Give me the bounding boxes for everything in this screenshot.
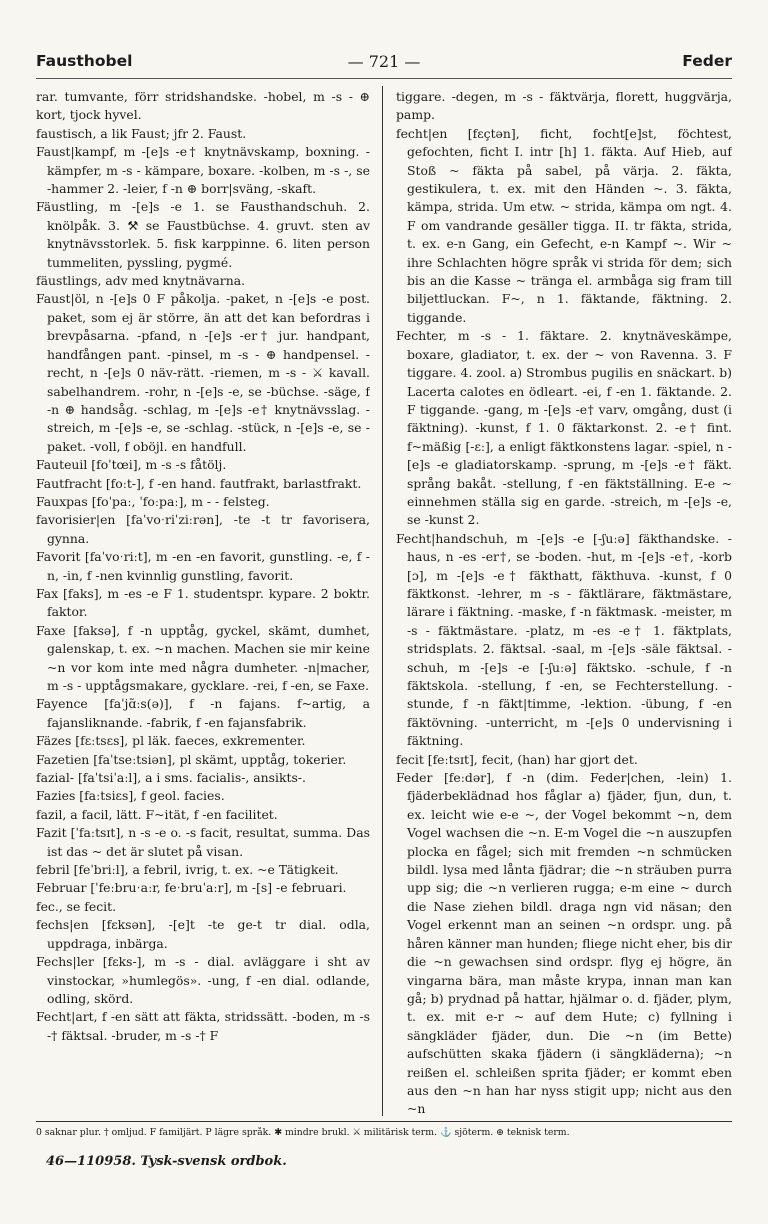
- dictionary-entry: Fechs|ler [fɛks-], m -s - dial. avläggare i sht av vinstockar, »humlegös». -ung, f -en dial. odlande, odling, skörd.: [36, 954, 370, 1006]
- dictionary-entry: fazial- [faˈtsiˈaːl], a i sms. facialis-, ansikts-.: [36, 770, 306, 786]
- page-number: — 721 —: [347, 52, 421, 71]
- dictionary-entry: rar. tumvante, förr stridshandske. -hobel, m -s - ⊕ kort, tjock hyvel.: [36, 89, 370, 123]
- dictionary-entry: faustisch, a lik Faust; jfr 2. Faust.: [36, 125, 247, 141]
- dictionary-entry: Fazies [faːtsiɛs], f geol. facies.: [36, 788, 225, 804]
- dictionary-entry: Fecht|art, f -en sätt att fäkta, stridssätt. -boden, m -s -† fäktsal. -bruder, m -s -† F: [36, 1009, 370, 1043]
- right-column: [396, 88, 732, 1116]
- left-column: [36, 88, 370, 1116]
- dictionary-entry: tiggare. -degen, m -s - fäktvärja, florett, huggvärja, pamp.: [396, 89, 732, 123]
- dictionary-entry: fecit [feːtsɪt], fecit, (han) har gjort det.: [396, 751, 638, 767]
- header-left-guideword: Fausthobel: [36, 52, 133, 70]
- dictionary-entry: Feder [feːdər], f -n (dim. Feder|chen, -lein) 1. fjäderbeklädnad hos fåglar a) fjäder, fjun, dun, t. ex. leicht wie e-e ~, der Vogel bekommt ~n, dem Vogel wachsen die ~n. E-m Vogel die ~n auszupfen plocka en fågel; sich mit fremden ~n schmücken bildl. lysa med lånta fjädrar; die ~n sträuben purra upp sig; die ~n verlieren rugga; e-m eine ~ durch die Nase ziehen bildl. draga ngn vid näsan; den Vogel erkennt man an seinen ~n ordspr. ung. på håren känner man hunden; fliege nicht eher, bis dir die ~n gewachsen sind ordspr. flyg ej högre, än vingarna bära, man måste krypa, innan man kan gå; b) prydnad på hattar, hjälmar o. d. fjäder, plym, t. ex. mit e-r ~ auf dem Hute; c) fyllning i sängkläder fjäder, dun. Die ~n (im Bette) aufschütten skaka fjädern (i sängkläderna); ~n reißen el. schleißen sprita fjäder; er kommt eben aus den ~n han har nyss stigit upp; nicht aus den ~n: [396, 770, 732, 1116]
- dictionary-entry: Fautfracht [foːt-], f -en hand. fautfrakt, barlastfrakt.: [36, 475, 362, 491]
- dictionary-entry: Fäustling, m -[e]s -e 1. se Fausthandschuh. 2. knölpåk. 3. ⚒ se Faustbüchse. 4. gruvt. sten av knytnävsstorlek. 5. fisk karppinne. 6. liten person tummeliten, pyssling, pygmé.: [36, 199, 370, 270]
- dictionary-entry: Fax [faks], m -es -e F 1. studentspr. kypare. 2 boktr. faktor.: [36, 585, 370, 620]
- dictionary-entry: Fazetien [faˈtseːtsiən], pl skämt, upptåg, tokerier.: [36, 751, 347, 767]
- abbreviation-legend: 0 saknar plur. † omljud. F familjärt. P lägre språk. ✱ mindre brukl. ⚔ militärisk term. ⚓ sjöterm. ⊕ teknisk term.: [36, 1127, 570, 1138]
- dictionary-entry: fec., se fecit.: [36, 898, 117, 914]
- header-rule: [36, 78, 732, 79]
- dictionary-entry: Faxe [faksə], f -n upptåg, gyckel, skämt, dumhet, galenskap, t. ex. ~n machen. Machen sie mir keine ~n vor kom inte med några dumheter. -n|macher, m -s - upptågsmakare, gycklare. -rei, f -en, se Faxe.: [36, 622, 370, 693]
- dictionary-entry: favorisier|en [faˈvoˑriˈziːrən], -te -t tr favorisera, gynna.: [36, 512, 370, 546]
- dictionary-entry: fazil, a facil, lätt. F~ität, f -en facilitet.: [36, 806, 278, 822]
- dictionary-entry: fäustlings, adv med knytnävarna.: [36, 273, 246, 289]
- dictionary-entry: Faust|öl, n -[e]s 0 F påkolja. -paket, n -[e]s -e post. paket, som ej är större, än att det kan befordras i brevpåsarna. -pfand, n -[e]s -er† jur. handpant, handfången pant. -pinsel, m -s - ⊕ handpensel. -recht, n -[e]s 0 näv-rätt. -riemen, m -s - ⚔ kavall. sabelhandrem. -rohr, n -[e]s -e, se -büchse. -säge, f -n ⊕ handsåg. -schlag, m -[e]s -e† knytnävsslag. -streich, m -[e]s -e, se -schlag. -stück, n -[e]s -e, se -paket. -voll, f oböjl. en handfull.: [36, 291, 370, 454]
- dictionary-entry: Favorit [faˈvoˑriːt], m -en -en favorit, gunstling. -e, f -n, -in, f -nen kvinnlig gunstling, favorit.: [36, 549, 370, 583]
- printer-signature: 46—110958. Tysk-svensk ordbok.: [46, 1154, 287, 1169]
- dictionary-entry: Faust|kampf, m -[e]s -e† knytnävskamp, boxning. -kämpfer, m -s - kämpare, boxare. -kolben, m -s -, se -hammer 2. -leier, f -n ⊕ borr|sväng, -skaft.: [36, 144, 370, 197]
- column-divider: [382, 86, 383, 1116]
- dictionary-entry: fecht|en [fɛçtən], ficht, focht[e]st, föchtest, gefochten, ficht I. intr [h] 1. fäkta. Auf Hieb, auf Stoß ~ fäkta på sabel, på värja. 2. fäkta, gestikulera, t. ex. mit den Händen ~. 3. fäkta, kämpa, strida. Um etw. ~ strida, kämpa om ngt. 4. F om vandrande gesäller tigga. II. tr fäkta, strida, t. ex. e-n Gang, ein Gefecht, e-n Kampf ~. Wir ~ ihre Schlachten högre språk vi strida för dem; sich bis an die Kasse ~ tränga el. armbåga sig fram till biljettluckan. F~, n 1. fäktande, fäktning. 2. tiggande.: [396, 125, 732, 325]
- dictionary-entry: Fechter, m -s - 1. fäktare. 2. knytnäveskämpe, boxare, gladiator, t. ex. der ~ von Ravenna. 3. F tiggare. 4. zool. a) Strombus pugilis en snäckart. b) Lacerta calotes en ödleart. -ei, f -en 1. fäktande. 2. F tiggande. -gang, m -[e]s -e† varv, omgång, dust (i fäktning). -kunst, f 1. 0 fäktarkonst. 2. -e† fint. f~mäßig [-ɛː], a enligt fäktkonstens lagar. -spiel, n -[e]s -e gladiatorskamp. -sprung, m -[e]s -e† fäkt. språng bakåt. -stellung, f -en fäktställning. E-e ~ einnehmen ställa sig en garde. -streich, m -[e]s -e, se -kunst 2.: [396, 328, 732, 528]
- dictionary-entry: Fauxpas [foˈpaː, ˈfoːpaː], m - - felsteg.: [36, 493, 270, 509]
- dictionary-entry: Fazit [ˈfaːtsɪt], n -s -e o. -s facit, resultat, summa. Das ist das ~ det är slutet på visan.: [36, 825, 370, 859]
- dictionary-entry: Fayence [faˈjɑ̃ːs(ə)], f -n fajans. f~artig, a fajansliknande. -fabrik, f -en fajansfabrik.: [36, 696, 370, 730]
- dictionary-entry: febril [feˈbriːl], a febril, ivrig, t. ex. ~e Tätigkeit.: [36, 862, 339, 878]
- header-right-guideword: Feder: [682, 52, 732, 70]
- dictionary-entry: fechs|en [fɛksən], -[e]t -te ge-t tr dial. odla, uppdraga, inbärga.: [36, 917, 370, 951]
- dictionary-entry: Februar [ˈfeːbruˑaːr, feˑbruˈaːr], m -[s] -e februari.: [36, 880, 347, 896]
- dictionary-entry: Fauteuil [foˈtœi], m -s -s fåtölj.: [36, 457, 227, 473]
- page-header: [36, 52, 732, 78]
- dictionary-entry: Fäzes [fɛːtsɛs], pl läk. faeces, exkrementer.: [36, 733, 306, 749]
- dictionary-entry: Fecht|handschuh, m -[e]s -e [-ʃuːə] fäkthandske. -haus, n -es -er†, se -boden. -hut, m -[e]s -e†, -korb [ɔ], m -[e]s -e† fäkthatt, fäkthuva. -kunst, f 0 fäktkonst. -lehrer, m -s - fäktlärare, fäktmästare, lärare i fäktning. -maske, f -n fäktmask. -meister, m -s - fäktmästare. -platz, m -es -e† 1. fäktplats, stridsplats. 2. fäktsal. -saal, m -[e]s -säle fäktsal. -schuh, m -[e]s -e [-ʃuːə] fäktsko. -schule, f -n fäktskola. -stellung, f -en, se Fechterstellung. -stunde, f -n fäkt|timme, -lektion. -übung, f -en fäktövning. -unterricht, m -[e]s 0 undervisning i fäktning.: [396, 530, 732, 749]
- footer-rule: [36, 1121, 732, 1122]
